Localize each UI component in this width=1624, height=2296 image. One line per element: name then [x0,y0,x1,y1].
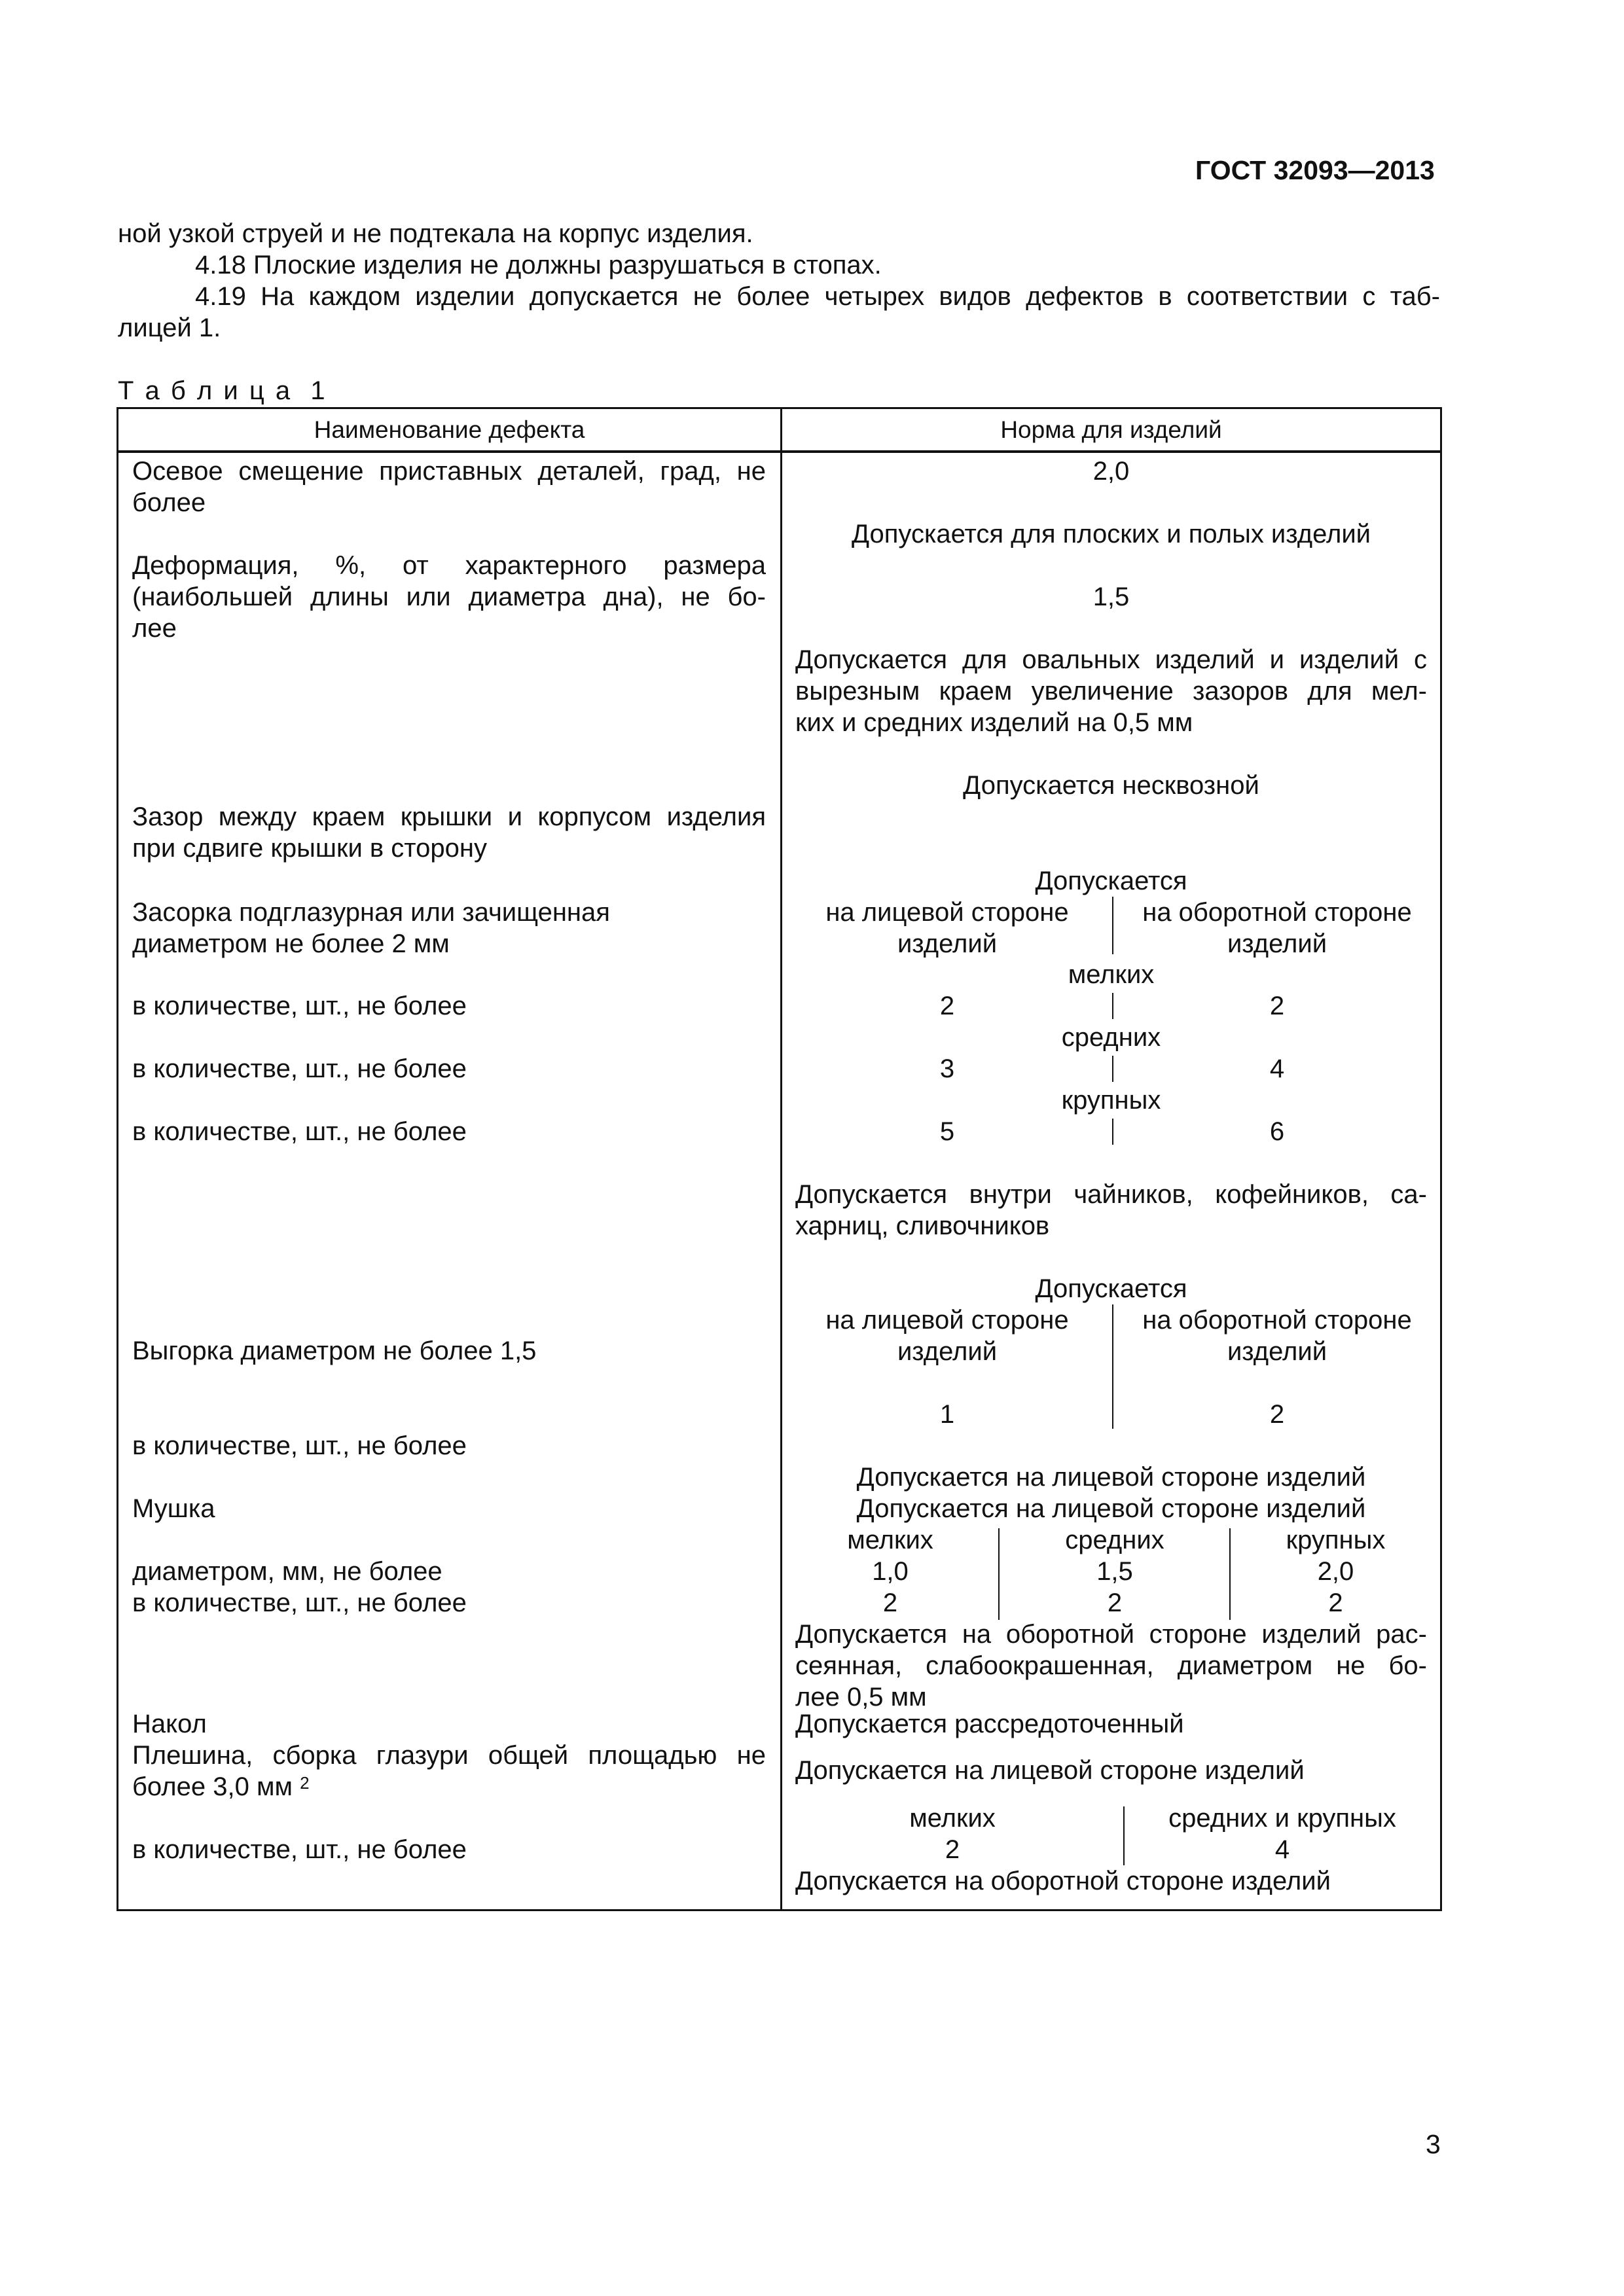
norm-inclusion-large-label: крупных [1061,1086,1161,1115]
defect-bald-spot-area: более 3,0 мм [132,1772,293,1801]
defect-speck: Мушка [132,1494,215,1523]
norm-deformation: 1,5 [1092,583,1130,611]
paragraph-4-18: 4.18 Плоские изделия не должны разрушаться в стопах. [195,251,882,279]
defect-deformation-line1: Деформация, %, от характерного размера [132,551,766,580]
norm-speck-note-line2: сеянная, слабоокрашенная, диаметром не бо- [795,1651,1427,1680]
defect-bald-spot-line1: Плешина, сборка глазури общей площадью не [132,1741,766,1770]
norm-speck-header: Допускается на лицевой стороне изделий [856,1494,1366,1523]
norm-inclusion-small-label: мелких [1068,960,1155,989]
inclusion-divider-2 [1112,993,1113,1019]
defect-inclusion-qty-large: в количестве, шт., не более [132,1117,467,1146]
norm-speck-large-label: крупных [1286,1526,1386,1554]
norm-speck-small-label: мелких [847,1526,933,1554]
table-right-border [1440,407,1442,1911]
norm-inclusion-small-back: 2 [1269,992,1285,1020]
defect-inclusion-line2: диаметром не более 2 мм [132,929,450,958]
norm-bald-spot: Допускается на лицевой стороне изделий [795,1756,1305,1785]
norm-bald-spot-midlarge-qty: 4 [1274,1835,1290,1864]
defect-gap-line2: при сдвиге крышки в сторону [132,834,487,863]
norm-speck-note-line1: Допускается на оборотной стороне изделий рас- [795,1620,1427,1649]
norm-inclusion-note-line1: Допускается внутри чайников, кофейников, са- [795,1180,1427,1209]
column-header-defect: Наименование дефекта [314,416,585,443]
norm-inclusion-note-line2: харниц, сливочников [795,1211,1050,1240]
superscript-2: 2 [300,1773,310,1793]
defect-burnout-qty: в количестве, шт., не более [132,1431,467,1460]
norm-burnout-back-line2: изделий [1227,1337,1327,1366]
norm-axial-offset-note: Допускается для плоских и полых изделий [851,520,1371,548]
table-caption: Т а б л и ц а 1 [118,376,327,405]
norm-inclusion-large-back: 6 [1269,1117,1285,1146]
norm-deformation-note-line1: Допускается для овальных изделий и изделий с [795,645,1427,674]
table-bottom-border [117,1909,1442,1911]
paragraph-4-19-line2: лицей 1. [118,314,221,342]
defect-bald-spot-qty: в количестве, шт., не более [132,1835,467,1864]
norm-speck-medium-label: средних [1065,1526,1164,1554]
table-left-border [117,407,118,1911]
bald-spot-divider [1123,1806,1125,1865]
defect-bald-spot-line2 [132,1771,310,1803]
defect-deformation-line3: лее [132,614,177,643]
defect-deformation-line2: (наибольшей длины или диаметра дна), не бо- [132,583,766,611]
norm-burnout-face-value: 1 [939,1400,955,1429]
defect-axial-offset-line2: более [132,488,206,517]
norm-inclusion-back-line2: изделий [1227,929,1327,958]
norm-burnout-face-line1: на лицевой стороне [825,1306,1069,1335]
paragraph-4-19-line1: 4.19 На каждом изделии допускается не более четырех видов дефектов в соответствии с таб- [195,282,1440,311]
norm-inclusion-medium-back: 4 [1269,1054,1285,1083]
norm-inclusion-small-face: 2 [939,992,955,1020]
inclusion-divider-3 [1112,1056,1113,1082]
defect-inclusion-line1: Засорка подглазурная или зачищенная [132,898,610,927]
norm-burnout-header: Допускается [1035,1274,1187,1303]
norm-inclusion-back-line1: на оборотной стороне [1142,898,1412,927]
defect-pinhole: Накол [132,1710,207,1738]
norm-speck-large-qty: 2 [1328,1588,1343,1617]
norm-burnout-back-value: 2 [1269,1400,1285,1429]
norm-deformation-note-line2: вырезным краем увеличение зазоров для мел- [795,677,1427,706]
defect-gap-line1: Зазор между краем крышки и корпусом изделия [132,802,766,831]
norm-speck-large-diameter: 2,0 [1317,1557,1354,1586]
norm-burnout-note: Допускается на лицевой стороне изделий [856,1463,1366,1492]
norm-bald-spot-note: Допускается на оборотной стороне изделий [795,1867,1331,1895]
page-number: 3 [1426,2129,1441,2159]
norm-speck-medium-diameter: 1,5 [1096,1557,1133,1586]
burnout-divider [1112,1304,1113,1429]
defect-speck-diameter: диаметром, мм, не более [132,1557,442,1586]
paragraph-continuation: ной узкой струей и не подтекала на корпус изделия. [118,219,753,248]
norm-inclusion-face-line1: на лицевой стороне [825,898,1069,927]
norm-speck-medium-qty: 2 [1107,1588,1123,1617]
defect-inclusion-qty-medium: в количестве, шт., не более [132,1054,467,1083]
norm-gap: Допускается несквозной [963,771,1259,800]
norm-burnout-face-line2: изделий [897,1337,998,1366]
column-header-norm: Норма для изделий [1000,416,1222,443]
norm-inclusion-medium-face: 3 [939,1054,955,1083]
norm-axial-offset: 2,0 [1092,457,1130,486]
norm-inclusion-header: Допускается [1035,867,1187,895]
norm-bald-spot-midlarge-label: средних и крупных [1168,1804,1396,1833]
table-top-border [117,407,1442,409]
norm-bald-spot-small-qty: 2 [945,1835,960,1864]
norm-pinhole: Допускается рассредоточенный [795,1710,1184,1738]
document-code: ГОСТ 32093—2013 [1195,155,1435,185]
norm-deformation-note-line3: ких и средних изделий на 0,5 мм [795,708,1193,737]
norm-speck-note-line3: лее 0,5 мм [795,1683,927,1712]
defect-burnout: Выгорка диаметром не более 1,5 [132,1336,537,1365]
table-middle-border [780,407,782,1911]
norm-speck-small-diameter: 1,0 [872,1557,909,1586]
norm-inclusion-face-line2: изделий [897,929,998,958]
norm-burnout-back-line1: на оборотной стороне [1142,1306,1412,1335]
inclusion-divider-1 [1112,897,1113,954]
speck-divider-1 [998,1528,1000,1620]
table-header-border [117,450,1442,453]
defect-axial-offset-line1: Осевое смещение приставных деталей, град, не [132,457,766,486]
speck-divider-2 [1229,1528,1231,1620]
norm-inclusion-medium-label: средних [1061,1023,1161,1052]
inclusion-divider-4 [1112,1119,1113,1145]
defect-speck-qty: в количестве, шт., не более [132,1588,467,1617]
norm-speck-small-qty: 2 [882,1588,898,1617]
norm-bald-spot-small-label: мелких [909,1804,996,1833]
norm-inclusion-large-face: 5 [939,1117,955,1146]
defect-inclusion-qty-small: в количестве, шт., не более [132,992,467,1020]
